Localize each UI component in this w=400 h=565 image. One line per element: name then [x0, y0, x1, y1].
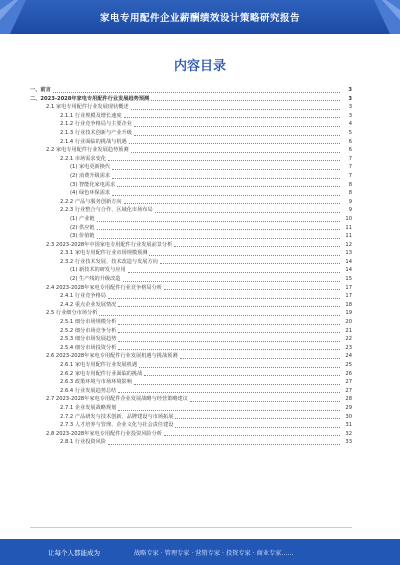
toc-entry-title: (3) 价值链	[70, 233, 95, 240]
toc-entry-page: 32	[345, 430, 352, 437]
toc-entry-page: 13	[345, 250, 352, 257]
toc-entry-title: (3) 智能化家电需求	[70, 181, 116, 188]
toc-entry-title: (2) 消费升级需求	[70, 172, 111, 179]
toc-entry[interactable]	[30, 430, 352, 439]
toc-entry[interactable]	[30, 387, 352, 396]
toc-entry-title: 2.6.2 家电专用配件行业面临的挑战	[60, 370, 143, 377]
toc-entry[interactable]	[30, 361, 352, 370]
toc-leader-dots	[108, 297, 340, 299]
footer-tagline: 战略专家 · 管理专家 · 营销专家 · 投资专家 · 商业专家……	[134, 549, 294, 557]
toc-entry-page: 10	[345, 215, 352, 222]
toc-entry[interactable]	[30, 370, 352, 379]
toc-entry-page: 6	[348, 147, 352, 154]
toc-leader-dots	[134, 125, 340, 127]
toc-entry[interactable]	[30, 378, 352, 387]
toc-entry-page: 3	[348, 95, 352, 102]
toc-entry-title: 2.3 2023-2028年中国家电专用配件行业发展前景分析	[46, 241, 173, 248]
toc-entry-page: 28	[345, 396, 352, 403]
toc-entry[interactable]	[30, 421, 352, 430]
toc-entry[interactable]	[30, 232, 352, 241]
toc-entry-page: 14	[345, 267, 352, 274]
toc-bottom-divider	[30, 527, 352, 528]
table-of-contents	[30, 86, 352, 447]
toc-entry-page: 26	[345, 370, 352, 377]
toc-entry-title: 2.5.4 细分市场投资分析	[60, 344, 117, 351]
toc-entry[interactable]	[30, 335, 352, 344]
toc-entry[interactable]	[30, 344, 352, 353]
toc-leader-dots	[124, 116, 340, 118]
toc-leader-dots	[174, 245, 340, 247]
toc-entry[interactable]	[30, 413, 352, 422]
toc-leader-dots	[118, 340, 340, 342]
toc-leader-dots	[97, 220, 340, 222]
toc-entry-title: 2.7.3 人才培养与管理、企业文化与社会责任建设	[60, 422, 174, 429]
toc-entry-title: 2.6 2023-2028年家电专用配件行业发展机遇与挑战预测	[46, 353, 178, 360]
toc-leader-dots	[129, 142, 340, 144]
toc-entry-title: 2.6.1 家电专用配件行业发展机遇	[60, 362, 138, 368]
toc-entry-title: 二、2023-2028年家电专用配件行业发展趋势预测	[30, 95, 150, 102]
toc-leader-dots	[155, 211, 340, 213]
toc-entry-page: 12	[345, 241, 352, 248]
toc-entry[interactable]	[30, 309, 352, 318]
toc-leader-dots	[124, 202, 340, 204]
toc-entry-page: 29	[345, 404, 352, 411]
toc-leader-dots	[108, 159, 340, 161]
toc-entry-title: 2.4.2 重点企业发展情况	[60, 301, 117, 308]
toc-entry[interactable]	[30, 284, 352, 293]
toc-entry-page: 20	[345, 319, 352, 326]
toc-entry-title: (2) 供应链	[70, 224, 95, 231]
toc-leader-dots	[118, 331, 340, 333]
toc-entry-title: 2.3.2 行业技术发展、技术改造与发展方向	[60, 258, 158, 265]
toc-entry[interactable]	[30, 146, 352, 155]
toc-entry-title: (4) 绿色环保需求	[70, 190, 111, 197]
toc-entry-title: 2.7.2 产品研发与技术创新、品牌建设与市场拓展	[60, 413, 174, 420]
toc-entry-page: 19	[345, 310, 352, 317]
toc-entry-title: 2.2.1 市场需求变化	[60, 155, 106, 162]
toc-entry[interactable]	[30, 138, 352, 147]
toc-entry-page: 7	[348, 155, 352, 162]
toc-entry-page: 21	[345, 327, 352, 334]
toc-entry-page: 23	[345, 344, 352, 351]
toc-entry-page: 11	[345, 224, 352, 231]
toc-leader-dots	[117, 185, 340, 187]
toc-leader-dots	[131, 151, 340, 153]
toc-leader-dots	[97, 228, 340, 230]
toc-leader-dots	[180, 357, 340, 359]
toc-entry-page: 7	[348, 172, 352, 179]
toc-entry-page: 18	[345, 301, 352, 308]
toc-entry-page: 8	[348, 190, 352, 197]
toc-entry-title: 2.7.1 企业发展战略规划	[60, 404, 117, 411]
toc-entry[interactable]	[30, 438, 352, 447]
toc-entry[interactable]	[30, 275, 352, 284]
toc-entry[interactable]	[30, 327, 352, 336]
toc-entry-title: 2.2.2 产品与服务创新方向	[60, 198, 122, 205]
toc-leader-dots	[134, 383, 340, 385]
toc-entry[interactable]	[30, 249, 352, 258]
toc-leader-dots	[99, 314, 340, 316]
toc-entry-page: 17	[345, 284, 352, 291]
toc-entry-page: 24	[345, 353, 352, 360]
toc-entry-title: 2.1.3 行业技术创新与产业升级	[60, 129, 132, 136]
toc-entry[interactable]	[30, 112, 352, 121]
toc-entry-page: 31	[345, 422, 352, 429]
report-title: 家电专用配件企业薪酬绩效设计策略研究报告	[99, 13, 300, 24]
header-right-decoration	[374, 0, 400, 34]
toc-entry-title: 2.8.1 行业投资风险	[60, 439, 106, 446]
toc-entry[interactable]	[30, 395, 352, 404]
toc-entry-title: 2.1.1 行业规模及增长速度	[60, 112, 122, 119]
toc-entry[interactable]	[30, 86, 352, 95]
toc-entry[interactable]	[30, 241, 352, 250]
toc-leader-dots	[160, 262, 340, 264]
toc-leader-dots	[118, 323, 340, 325]
toc-leader-dots	[118, 391, 340, 393]
toc-entry-page: 7	[348, 164, 352, 171]
toc-entry-title: 2.8 2023-2028年家电专用配件行业投资风险分析	[46, 430, 162, 437]
toc-entry-page: 33	[345, 439, 352, 446]
toc-entry[interactable]	[30, 189, 352, 198]
toc-entry-title: 一、前言	[30, 87, 51, 93]
toc-leader-dots	[112, 168, 340, 170]
toc-entry-title: 2.5 行业细分市场分析	[46, 310, 98, 317]
toc-entry-page: 22	[345, 336, 352, 343]
toc-entry-page: 15	[345, 276, 352, 283]
toc-leader-dots	[175, 417, 340, 419]
toc-entry[interactable]	[30, 215, 352, 224]
toc-leader-dots	[118, 409, 340, 411]
toc-entry[interactable]	[30, 404, 352, 413]
toc-leader-dots	[128, 271, 340, 273]
toc-entry-title: 2.6.4 行业发展趋势总结	[60, 387, 117, 394]
toc-leader-dots	[118, 348, 340, 350]
toc-leader-dots	[112, 194, 340, 196]
toc-entry[interactable]	[30, 198, 352, 207]
toc-entry-page: 14	[345, 258, 352, 265]
toc-entry[interactable]	[30, 155, 352, 164]
toc-leader-dots	[164, 288, 340, 290]
toc-entry-title: 2.5.1 细分市场规模分析	[60, 319, 117, 326]
toc-entry[interactable]	[30, 258, 352, 267]
toc-heading: 内容目录	[173, 59, 226, 74]
toc-leader-dots	[139, 366, 340, 368]
toc-entry-title: 2.1.4 行业面临的挑战与机遇	[60, 138, 127, 145]
toc-leader-dots	[131, 108, 340, 110]
toc-leader-dots	[112, 177, 340, 179]
toc-entry-title: (1) 新技术的研发与应用	[70, 267, 126, 274]
toc-leader-dots	[123, 280, 341, 282]
toc-entry-title: (2) 生产线的升级改造	[70, 276, 121, 283]
toc-entry[interactable]	[30, 120, 352, 129]
toc-entry[interactable]	[30, 103, 352, 112]
header-left-decoration	[0, 0, 26, 34]
toc-entry[interactable]	[30, 224, 352, 233]
toc-entry-title: 2.5.2 细分市场竞争分析	[60, 327, 117, 334]
toc-entry-title: 2.1.2 行业竞争格局与主要企业	[60, 121, 132, 128]
toc-entry-page: 3	[348, 112, 352, 119]
toc-entry-page: 9	[348, 198, 352, 205]
toc-entry[interactable]	[30, 318, 352, 327]
toc-entry-title: (1) 产业链	[70, 215, 95, 222]
toc-entry[interactable]	[30, 352, 352, 361]
toc-entry-title: 2.6.3 政策环境与市场环境影响	[60, 379, 132, 386]
toc-leader-dots	[175, 426, 340, 428]
toc-entry-title: 2.4.1 行业竞争格局	[60, 293, 106, 300]
toc-entry[interactable]	[30, 266, 352, 275]
footer-banner	[0, 539, 400, 565]
toc-leader-dots	[190, 400, 340, 402]
toc-entry-title: (1) 家电更新换代	[70, 164, 111, 171]
toc-leader-dots	[151, 99, 340, 101]
toc-entry-title: 2.7 2023-2028年家电专用配件企业发展战略与经营策略建议	[46, 396, 188, 403]
toc-entry-title: 2.4 2023-2028年家电专用配件行业竞争格局分析	[46, 284, 162, 291]
footer-slogan: 让每个人都能成为	[48, 548, 100, 557]
toc-leader-dots	[118, 305, 340, 307]
toc-entry-title: 2.3.1 家电专用配件行业市场规模预测	[60, 250, 148, 257]
toc-entry-page: 4	[348, 121, 352, 128]
toc-entry-page: 3	[348, 87, 352, 93]
toc-leader-dots	[149, 254, 340, 256]
toc-leader-dots	[144, 374, 340, 376]
toc-entry-page: 11	[345, 233, 352, 240]
toc-entry-page: 9	[348, 207, 352, 214]
toc-entry-page: 5	[348, 129, 352, 136]
header-banner	[0, 0, 400, 34]
toc-entry-page: 27	[345, 387, 352, 394]
toc-entry[interactable]	[30, 163, 352, 172]
toc-entry[interactable]	[30, 206, 352, 215]
toc-leader-dots	[164, 434, 340, 436]
toc-entry[interactable]	[30, 95, 352, 104]
toc-leader-dots	[97, 237, 340, 239]
toc-leader-dots	[108, 443, 340, 445]
toc-entry[interactable]	[30, 301, 352, 310]
toc-entry-page: 3	[348, 104, 352, 111]
toc-entry[interactable]	[30, 181, 352, 190]
toc-entry[interactable]	[30, 129, 352, 138]
toc-entry-page: 17	[345, 293, 352, 300]
toc-entry[interactable]	[30, 292, 352, 301]
toc-entry-title: 2.2.3 行业整合与合作、区域化市场布局	[60, 207, 153, 214]
toc-leader-dots	[134, 134, 340, 136]
toc-entry-title: 2.2 家电专用配件行业发展趋势预测	[46, 147, 129, 154]
toc-entry-title: 2.5.3 细分市场发展趋势	[60, 336, 117, 343]
toc-entry-page: 30	[345, 413, 352, 420]
toc-leader-dots	[53, 91, 340, 93]
toc-entry[interactable]	[30, 172, 352, 181]
toc-entry-page: 6	[348, 138, 352, 145]
toc-entry-page: 25	[345, 362, 352, 368]
toc-entry-page: 27	[345, 379, 352, 386]
toc-entry-title: 2.1 家电专用配件行业发展现状概述	[46, 104, 129, 111]
toc-entry-page: 8	[348, 181, 352, 188]
